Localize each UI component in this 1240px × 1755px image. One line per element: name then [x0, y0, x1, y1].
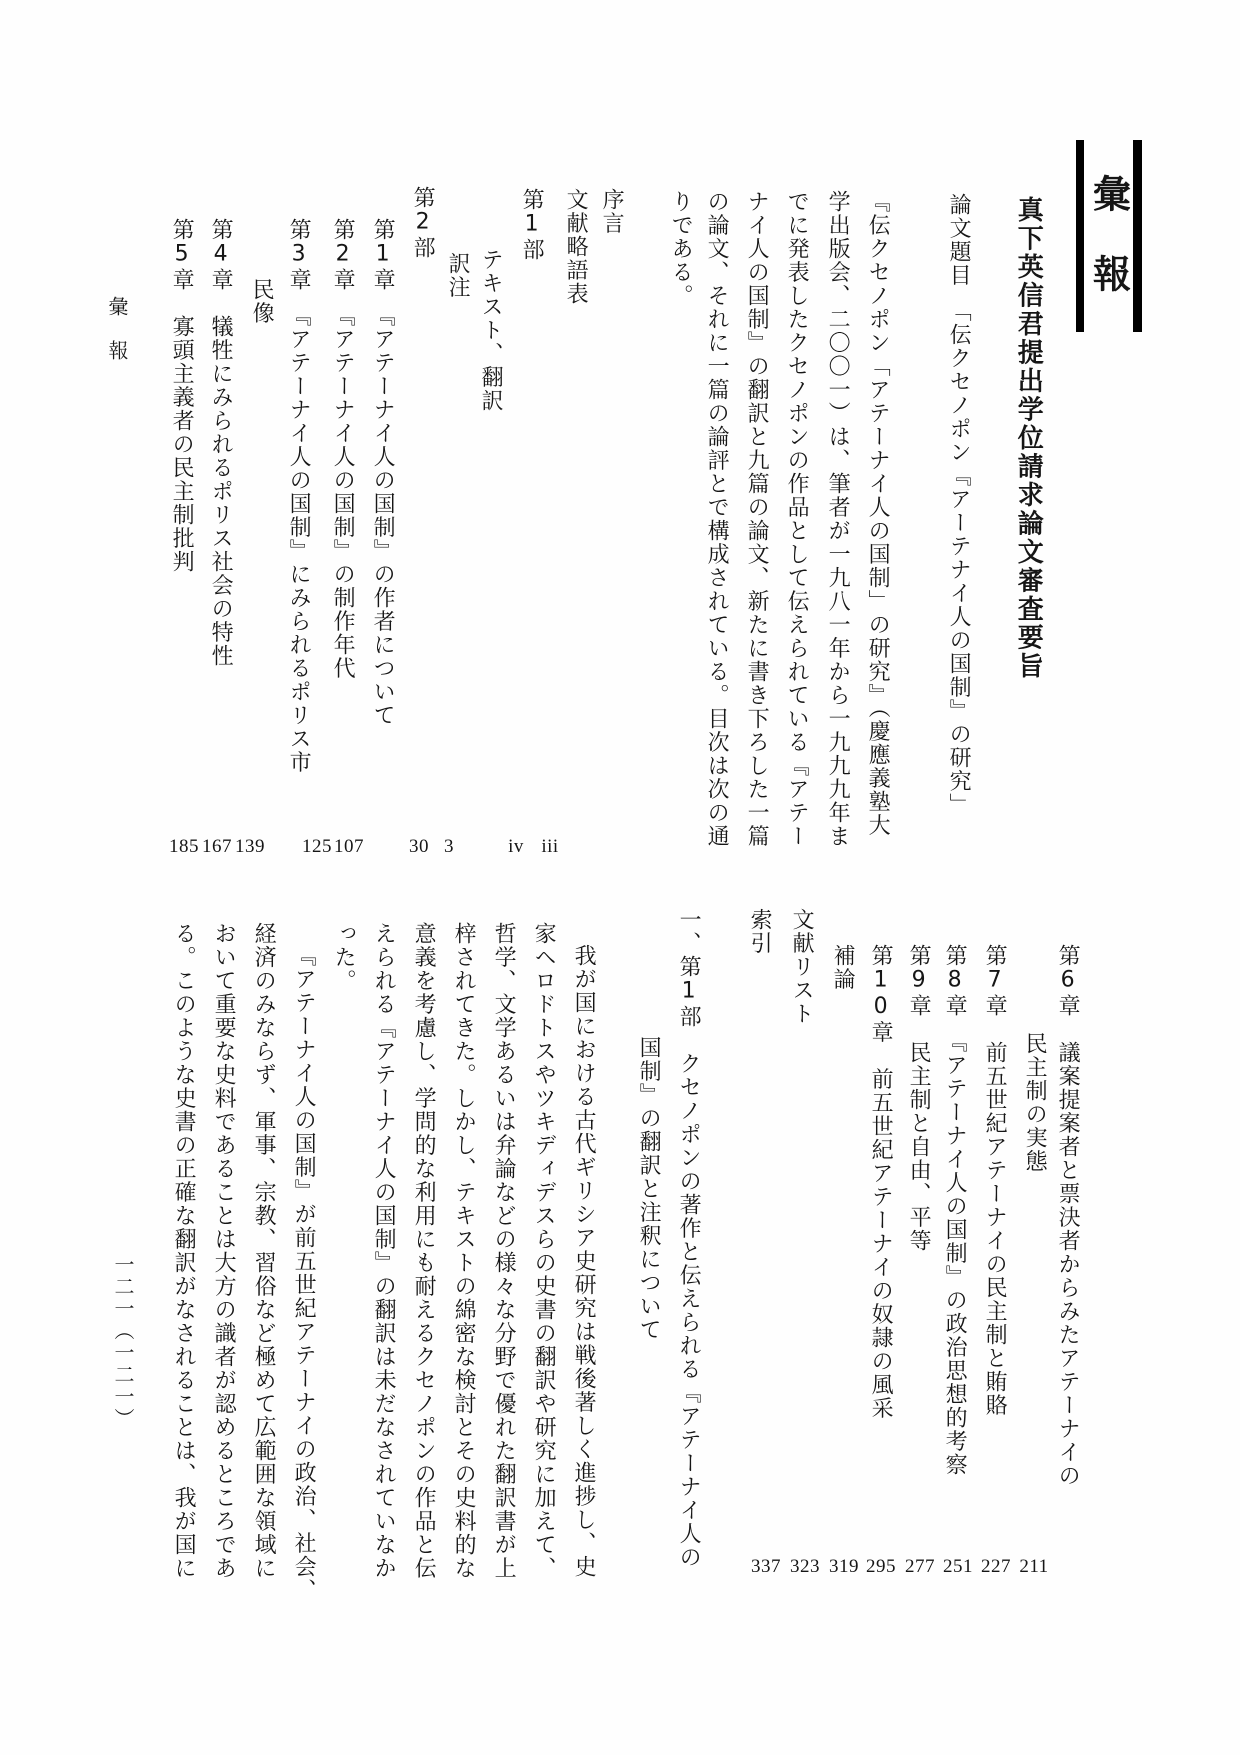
- page-number: 一二一（一二一）: [111, 1254, 135, 1430]
- running-head: 彙 報: [105, 296, 129, 362]
- toc-item-part2: 第2部: [410, 186, 436, 260]
- toc-item-chapter4: 第4章 犠牲にみられるポリス社会の特性: [208, 218, 234, 668]
- toc-page-bibliography: 323: [790, 1556, 820, 1577]
- review-heading-line1: 一、第1部 クセノポンの著作と伝えられる『アテーナイ人の: [676, 908, 702, 1569]
- toc-page-chapter10: 295: [866, 1556, 896, 1577]
- review-body-column: 家ヘロドトスやツキディデスらの史書の翻訳や研究に加えて、: [531, 922, 557, 1580]
- toc-page-chapter7: 227: [981, 1556, 1011, 1577]
- toc-item-text-translation: テキスト、翻訳: [478, 248, 504, 413]
- toc-page-notes: 30: [409, 836, 429, 857]
- toc-item-appendix: 補論: [830, 944, 856, 991]
- toc-item-chapter5: 第5章 寡頭主義者の民主制批判: [169, 218, 195, 574]
- review-body-column: った。: [331, 922, 357, 993]
- review-body-column: 梓されてきた。しかし、テキストの綿密な検討とその史料的な: [451, 922, 477, 1580]
- toc-page-chapter2: 125: [302, 836, 332, 857]
- review-main-title: 真下英信君提出学位請求論文審査要旨: [1013, 196, 1044, 681]
- toc-page-index: 337: [751, 1556, 781, 1577]
- toc-item-preface: 序言: [599, 188, 625, 235]
- review-body-column: 『アテーナイ人の国制』が前五世紀アテーナイの政治、社会、: [291, 944, 317, 1602]
- toc-item-chapter6: 第6章 議案提案者と票決者からみたアテーナイの: [1055, 944, 1081, 1488]
- masthead-title: 彙報: [1086, 174, 1131, 334]
- toc-item-part1: 第1部: [519, 188, 545, 262]
- intro-column: りである。: [668, 190, 694, 308]
- toc-page-chapter5: 185: [169, 836, 199, 857]
- review-body-column: 意義を考慮し、学問的な利用にも耐えるクセノポンの作品と伝: [411, 922, 437, 1580]
- toc-page-chapter3: 139: [235, 836, 265, 857]
- toc-item-chapter6-wrap: 民主制の実態: [1022, 1032, 1048, 1173]
- review-body-column: 我が国における古代ギリシア史研究は戦後著しく進捗し、史: [571, 944, 597, 1579]
- intro-column: でに発表したクセノポンの作品として伝えられている『アテー: [784, 190, 810, 848]
- intro-column: ナイ人の国制』の翻訳と九篇の論文、新たに書き下ろした一篇: [744, 190, 770, 848]
- toc-page-chapter8: 251: [943, 1556, 973, 1577]
- review-body-column: おいて重要な史料であることは大方の識者が認めるところであ: [211, 922, 237, 1580]
- intro-column: 学出版会、二〇〇一）は、筆者が一九八一年から一九九九年ま: [825, 190, 851, 848]
- masthead-box: [1076, 140, 1142, 332]
- toc-page-chapter1: 107: [334, 836, 364, 857]
- toc-item-chapter3: 第3章 『アテーナイ人の国制』にみられるポリス市: [286, 218, 312, 774]
- toc-item-chapter9: 第9章 民主制と自由、平等: [906, 944, 932, 1253]
- toc-page-chapter9: 277: [905, 1556, 935, 1577]
- toc-item-chapter7: 第7章 前五世紀アテーナイの民主制と賄賂: [982, 944, 1008, 1417]
- review-body-column: る。このような史書の正確な翻訳がなされることは、我が国に: [171, 922, 197, 1580]
- review-body-column: えられる『アテーナイ人の国制』の翻訳は未だなされていなか: [371, 922, 397, 1580]
- toc-item-chapter3-wrap: 民像: [249, 278, 275, 325]
- toc-item-index: 索引: [747, 908, 773, 955]
- toc-page-abbreviations: iv: [508, 836, 524, 857]
- review-body-column: 経済のみならず、軍事、宗教、習俗など極めて広範囲な領域に: [251, 922, 277, 1580]
- toc-page-preface: iii: [541, 836, 559, 857]
- intro-column: の論文、それに一篇の論評とで構成されている。目次は次の通: [704, 190, 730, 848]
- toc-item-chapter10: 第10章 前五世紀アテーナイの奴隷の風采: [868, 944, 894, 1420]
- intro-column: 『伝クセノポン「アテーナイ人の国制」の研究』（慶應義塾大: [865, 190, 891, 837]
- toc-item-notes: 訳注: [445, 252, 471, 299]
- toc-item-chapter1: 第1章 『アテーナイ人の国制』の作者について: [370, 218, 396, 727]
- toc-item-chapter2: 第2章 『アテーナイ人の国制』の制作年代: [330, 218, 356, 680]
- review-heading-line2: 国制』の翻訳と注釈について: [636, 1036, 662, 1342]
- toc-page-chapter6: 211: [1019, 1556, 1049, 1577]
- toc-page-appendix: 319: [829, 1556, 859, 1577]
- toc-page-text-translation: 3: [444, 836, 454, 857]
- toc-item-chapter8: 第8章 『アテーナイ人の国制』の政治思想的考察: [942, 944, 968, 1477]
- toc-item-abbreviations: 文献略語表: [563, 188, 589, 306]
- review-body-column: 哲学、文学あるいは弁論などの様々な分野で優れた翻訳書が上: [491, 922, 517, 1580]
- toc-item-bibliography: 文献リスト: [789, 908, 815, 1026]
- thesis-title-line: 論文題目 「伝クセノポン『アーテナイ人の国制』の研究」: [946, 193, 972, 817]
- toc-page-chapter4: 167: [202, 836, 232, 857]
